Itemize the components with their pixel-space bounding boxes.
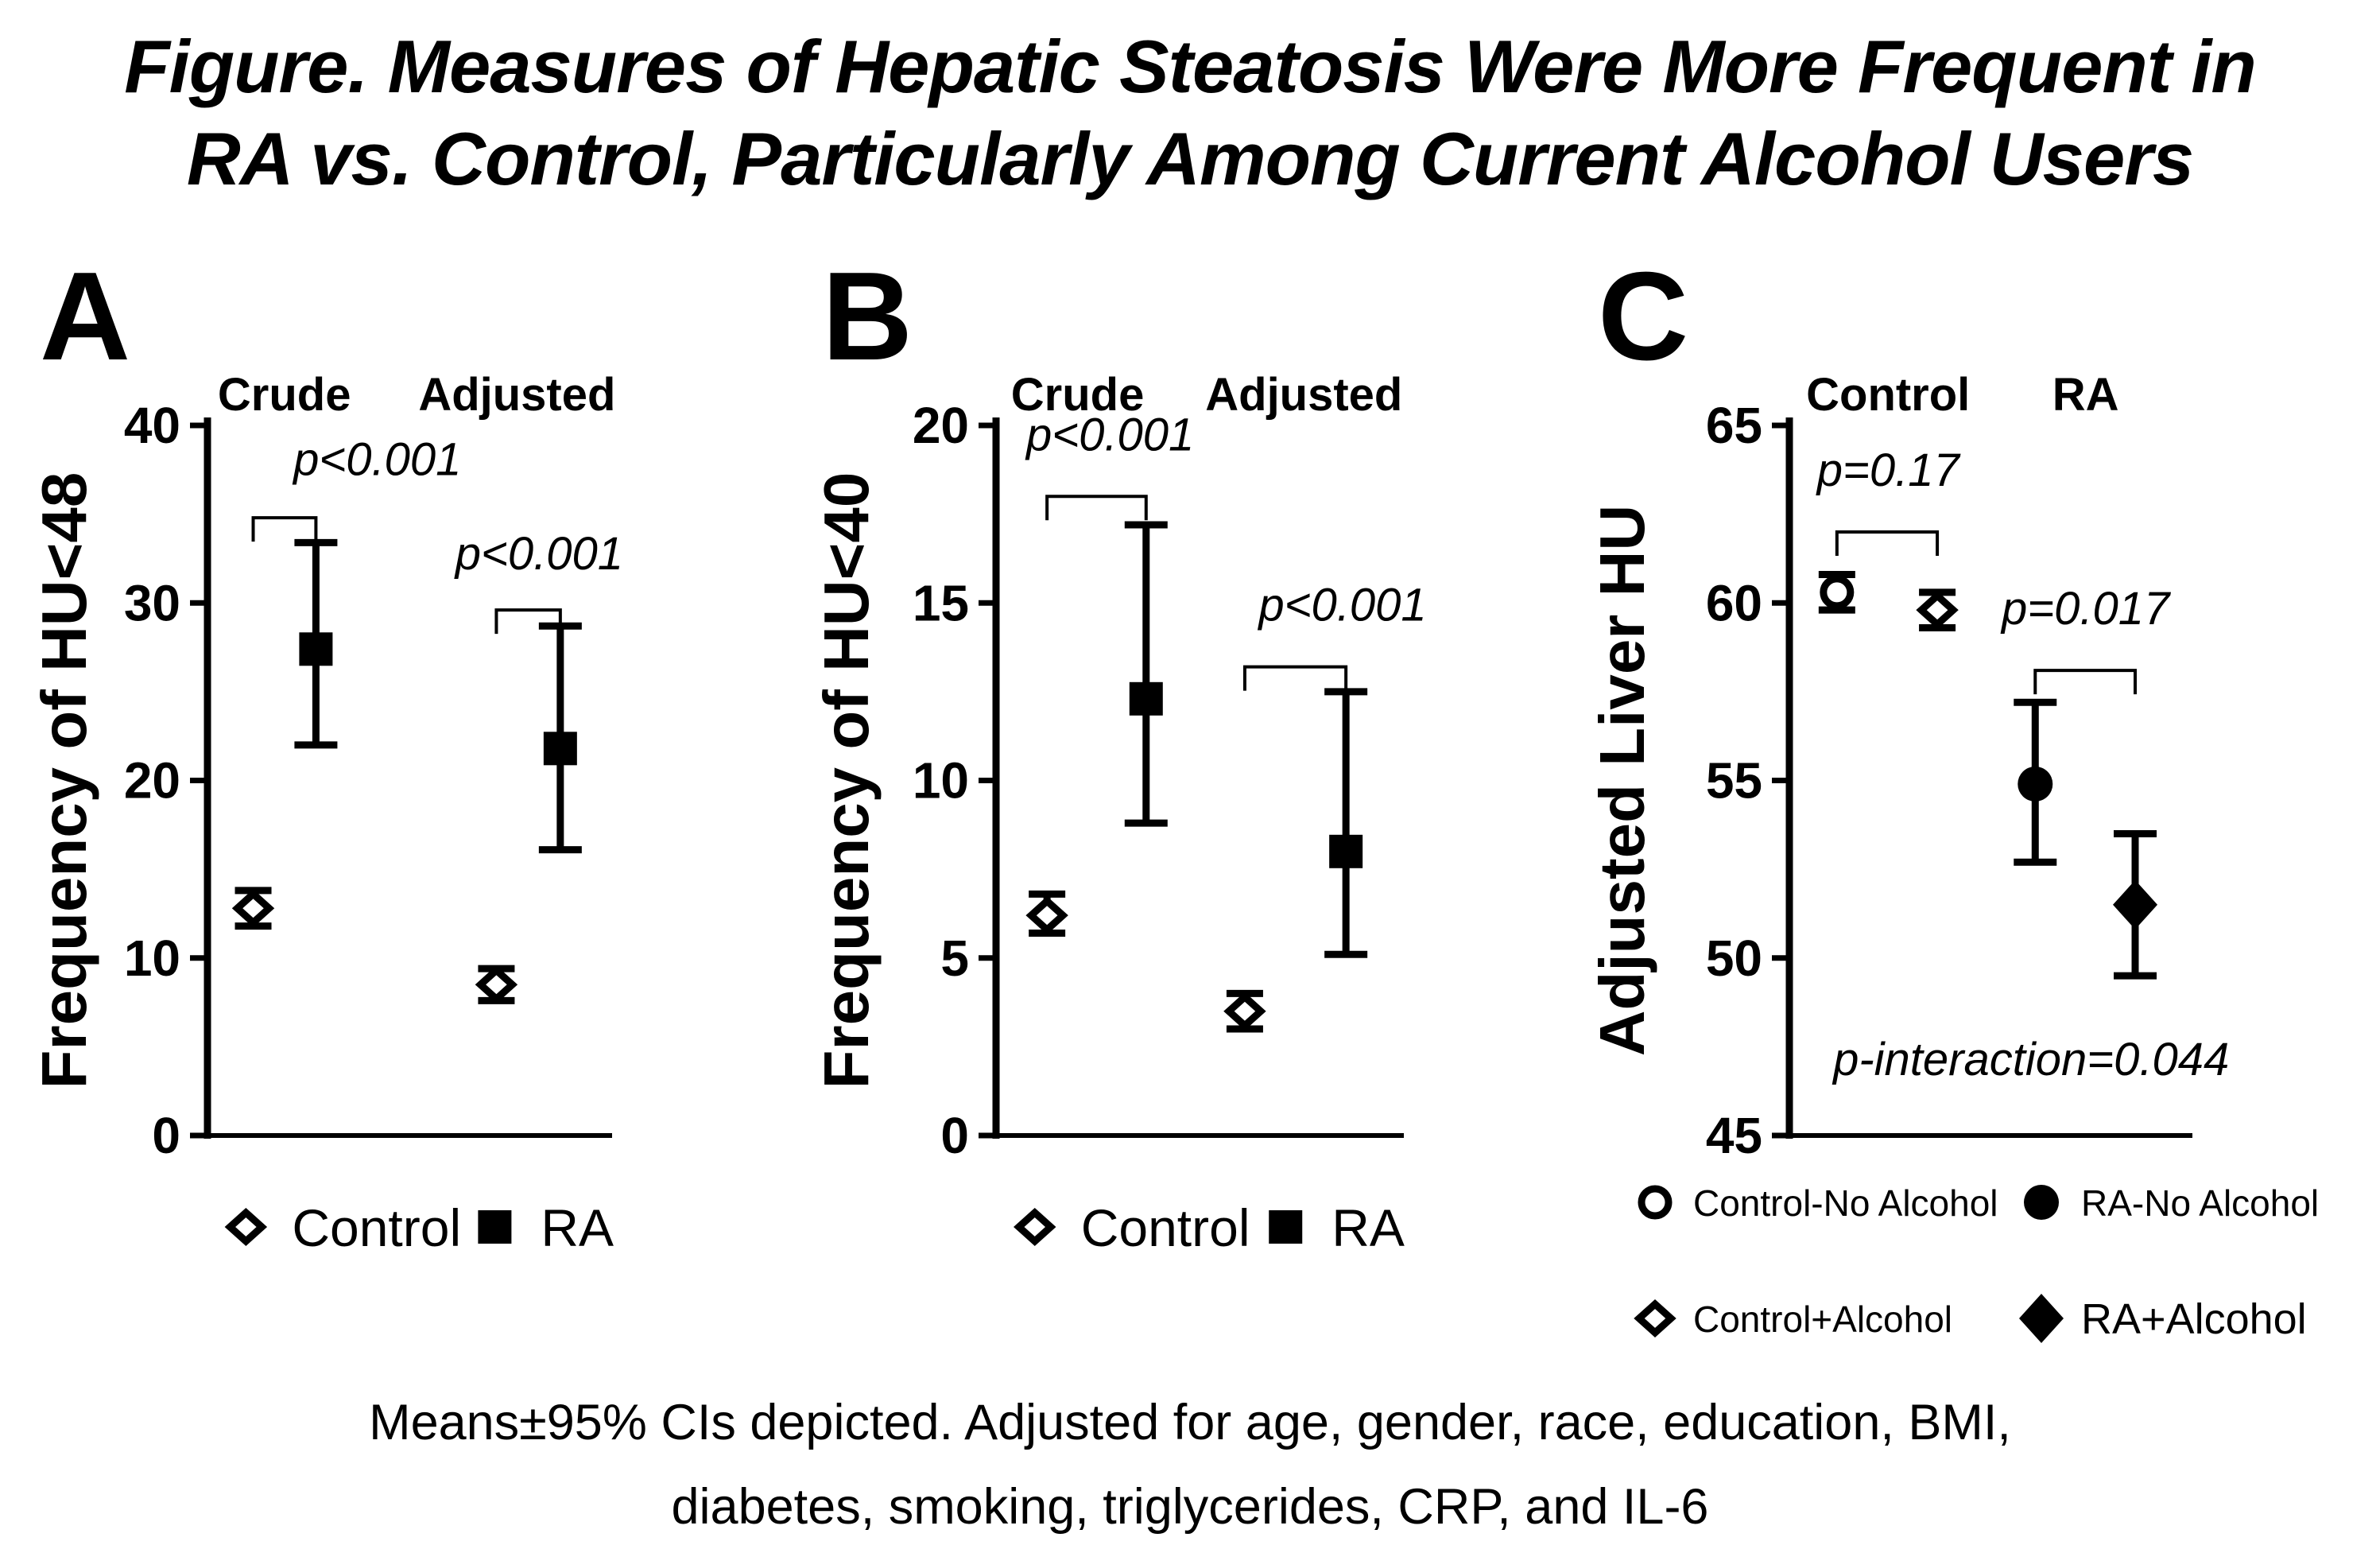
filled-square-marker (1329, 835, 1362, 868)
significance-bracket (1837, 532, 1937, 556)
figure-footnote-line2: diabetes, smoking, triglycerides, CRP, and IL-6 (671, 1479, 1709, 1535)
group-header: Adjusted (1205, 369, 1403, 421)
open-diamond-marker (238, 894, 269, 922)
figure-title-line2: RA vs. Control, Particularly Among Current Alcohol Users (186, 117, 2194, 200)
group-header: Crude (1010, 369, 1145, 421)
legend-label: RA (541, 1198, 614, 1257)
panel-c-chart (1582, 247, 2380, 1384)
p-value-label: p<0.001 (1258, 579, 1427, 631)
y-tick-label: 40 (123, 397, 180, 454)
p-value-label: p=0.17 (1816, 444, 1959, 496)
open-circle-marker (1824, 579, 1851, 606)
filled-square-marker (478, 1210, 511, 1244)
y-tick-label: 0 (152, 1107, 180, 1164)
figure-footnote-line1: Means±95% CIs depicted. Adjusted for age, gender, race, education, BMI, (369, 1395, 2011, 1450)
filled-square-marker (544, 732, 577, 765)
y-tick-label: 30 (123, 574, 180, 632)
filled-circle-marker (2024, 1185, 2059, 1220)
panel-letter: A (40, 247, 131, 386)
filled-diamond-marker (2019, 1294, 2064, 1343)
filled-square-marker (299, 632, 332, 666)
p-value-label: p<0.001 (455, 527, 624, 580)
y-tick-label: 10 (912, 751, 969, 809)
open-diamond-marker (1639, 1304, 1671, 1333)
legend-label: Control+Alcohol (1693, 1299, 1953, 1340)
p-value-label: p<0.001 (1025, 409, 1195, 461)
figure-footnote (0, 1380, 2380, 1549)
p-interaction-label: p-interaction=0.044 (1833, 1034, 2230, 1086)
panel-b-chart (806, 247, 1593, 1384)
open-diamond-marker (1921, 596, 1953, 624)
y-tick-label: 45 (1705, 1107, 1762, 1164)
y-tick-label: 5 (940, 929, 969, 987)
y-axis-title: Frequency of HU<48 (29, 472, 99, 1089)
y-tick-label: 55 (1705, 751, 1762, 809)
open-diamond-marker (1229, 997, 1261, 1026)
y-tick-label: 0 (940, 1107, 969, 1164)
y-tick-label: 20 (912, 397, 969, 454)
figure-title-line1: Figure. Measures of Hepatic Steatosis Were More Frequent in (124, 25, 2256, 108)
significance-bracket (1047, 496, 1146, 520)
open-diamond-marker (480, 970, 512, 999)
y-tick-label: 15 (912, 574, 969, 632)
group-header: Control (1806, 369, 1971, 421)
group-header: Adjusted (418, 369, 616, 421)
y-tick-label: 65 (1705, 397, 1762, 454)
significance-bracket (496, 610, 560, 634)
legend-label: Control-No Alcohol (1693, 1182, 1998, 1224)
figure-title (0, 21, 2380, 205)
y-axis-title: Frequency of HU<40 (811, 472, 882, 1089)
panel-letter: C (1598, 247, 1689, 386)
filled-square-marker (1130, 682, 1163, 716)
panel-a-chart (24, 247, 811, 1384)
filled-diamond-marker (2113, 880, 2157, 930)
filled-circle-marker (2018, 767, 2052, 802)
legend-label: Control (292, 1198, 462, 1257)
group-header: Crude (217, 369, 351, 421)
open-diamond-marker (1031, 901, 1063, 930)
y-tick-label: 60 (1705, 574, 1762, 632)
open-diamond-marker (1019, 1213, 1051, 1241)
y-axis-title: Adjusted Liver HU (1587, 504, 1657, 1057)
open-circle-marker (1642, 1189, 1669, 1216)
legend-label: RA+Alcohol (2081, 1295, 2307, 1343)
y-tick-label: 20 (123, 751, 180, 809)
legend-label: Control (1080, 1198, 1250, 1257)
legend-label: RA (1331, 1198, 1405, 1257)
significance-bracket (1245, 667, 1346, 691)
significance-bracket (254, 518, 316, 542)
panel-letter: B (822, 247, 913, 386)
significance-bracket (2035, 670, 2135, 694)
legend-label: RA-No Alcohol (2081, 1182, 2320, 1224)
open-diamond-marker (230, 1213, 262, 1241)
filled-square-marker (1269, 1210, 1302, 1244)
y-tick-label: 50 (1705, 929, 1762, 987)
group-header: RA (2052, 369, 2119, 421)
p-value-label: p<0.001 (293, 433, 462, 486)
p-value-label: p=0.017 (2002, 583, 2170, 635)
y-tick-label: 10 (123, 929, 180, 987)
